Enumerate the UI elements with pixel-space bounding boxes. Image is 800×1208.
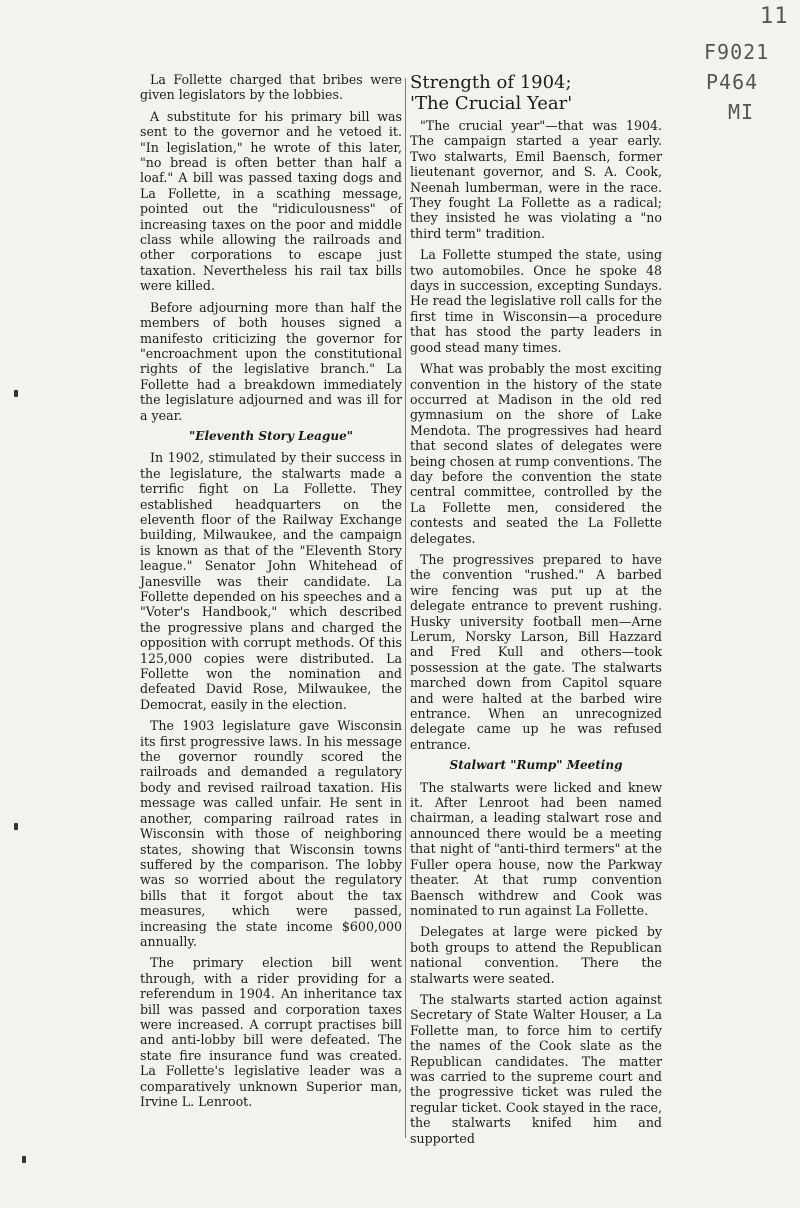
paragraph: The primary election bill went through, with a rider providing for a referendum in 1904. An inheritance tax bill was passed and corporation taxes were increased. A corrupt practises bill and anti-lobby bill were defeated. The state fire insurance fund was created. La Follette's legislative leader was a comparatively unknown Superior man, Irvine L. Lenroot. <box>140 955 402 1109</box>
right-column <box>410 72 662 1152</box>
handwritten-reference-2: P464 <box>706 70 759 94</box>
paragraph: What was probably the most exciting convention in the history of the state occurred at Madison in the old red gymnasium on the shore of Lake Mendota. The progressives had heard that second slates of delegates were being chosen at rump conventions. The day before the convention the state central committee, controlled by the La Follette men, considered the contests and seated the La Follette delegates. <box>410 361 662 546</box>
handwritten-reference-3: MI <box>728 100 755 124</box>
left-column <box>140 72 402 1115</box>
subheading: "Eleventh Story League" <box>189 428 353 443</box>
headline-line-1: Strength of 1904; <box>410 72 572 93</box>
margin-mark <box>14 823 18 830</box>
headline-line-2: 'The Crucial Year' <box>410 93 573 114</box>
paragraph: The stalwarts were licked and knew it. After Lenroot had been named chairman, a leading stalwart rose and announced there would be a meeting that night of "anti-third termers" at the Fuller opera house, now the Parkway theater. At that rump convention Baensch withdrew and Cook was nominated to run against La Follette. <box>410 779 662 918</box>
paragraph: In 1902, stimulated by their success in the legislature, the stalwarts made a terrific fight on La Follette. They established headquarters on the eleventh floor of the Railway Exchange building, Milwaukee, and the campaign is known as that of the "Eleventh Story league." Senator John Whitehead of Janesville was their candidate. La Follette depended on his speeches and a "Voter's Handbook," which described the progressive plans and charged the opposition with corrupt methods. Of this 125,000 copies were distributed. La Follette won the nomination and defeated David Rose, Milwaukee, the Democrat, easily in the election. <box>140 450 402 712</box>
handwritten-reference-1: F9021 <box>704 40 770 64</box>
paragraph: Delegates at large were picked by both groups to attend the Republican national convention. There the stalwarts were seated. <box>410 924 662 986</box>
paragraph: The progressives prepared to have the convention "rushed." A barbed wire fencing was put up at the delegate entrance to prevent rushing. Husky university football men—Arne Lerum, Norsky Larson, Bill Hazzard and Fred Kull and others—took possession at the gate. The stalwarts marched down from Capitol square and were halted at the barbed wire entrance. When an unrecognized delegate came up he was refused entrance. <box>410 551 662 752</box>
paragraph: A substitute for his primary bill was sent to the governor and he vetoed it. "In legislation," he wrote of this later, "no bread is often better than half a loaf." A bill was passed taxing dogs and La Follette, in a scathing message, pointed out the "ridiculousness" of increasing taxes on the poor and middle class while allowing the railroads and other corporations to escape just taxation. Nevertheless his rail tax bills were killed. <box>140 108 402 294</box>
margin-mark <box>22 1156 26 1163</box>
paragraph: The 1903 legislature gave Wisconsin its first progressive laws. In his message the governor roundly scored the railroads and demanded a regulatory body and revised railroad taxation. His message was called unfair. He sent in another, comparing railroad rates in Wisconsin with those of neighboring states, showing that Wisconsin towns suffered by the comparison. The lobby was so worried about the regulatory bills that it forgot about the tax measures, which were passed, increasing the state income $600,000 annually. <box>140 718 402 949</box>
column-divider <box>405 78 406 1138</box>
paragraph: "The crucial year"—that was 1904. The campaign started a year early. Two stalwarts, Emil Baensch, former lieutenant governor, and S. A. Cook, Neenah lumberman, were in the race. They fought La Follette as a radical; they insisted he was violating a "no third term" tradition. <box>410 118 662 241</box>
paragraph: La Follette stumped the state, using two automobiles. Once he spoke 48 days in succession, excepting Sundays. He read the legislative roll calls for the first time in Wisconsin—a procedure that has stood the party leaders in good stead many times. <box>410 247 662 355</box>
headline <box>410 72 662 114</box>
paragraph: La Follette charged that bribes were given legislators by the lobbies. <box>140 72 402 103</box>
handwritten-page-number: 11 <box>760 4 789 29</box>
paragraph: The stalwarts started action against Secretary of State Walter Houser, a La Follette man, to force him to certify the names of the Cook slate as the Republican candidates. The matter was carried to the supreme court and the progressive ticket was ruled the regular ticket. Cook stayed in the race, the stalwarts knifed him and supported <box>410 991 662 1146</box>
margin-mark <box>14 390 18 397</box>
subheading: Stalwart "Rump" Meeting <box>449 758 623 773</box>
paragraph: Before adjourning more than half the members of both houses signed a manifesto criticizing the governor for "encroachment upon the constitutional rights of the legislative branch." La Follette had a breakdown immediately the legislature adjourned and was ill for a year. <box>140 299 402 423</box>
